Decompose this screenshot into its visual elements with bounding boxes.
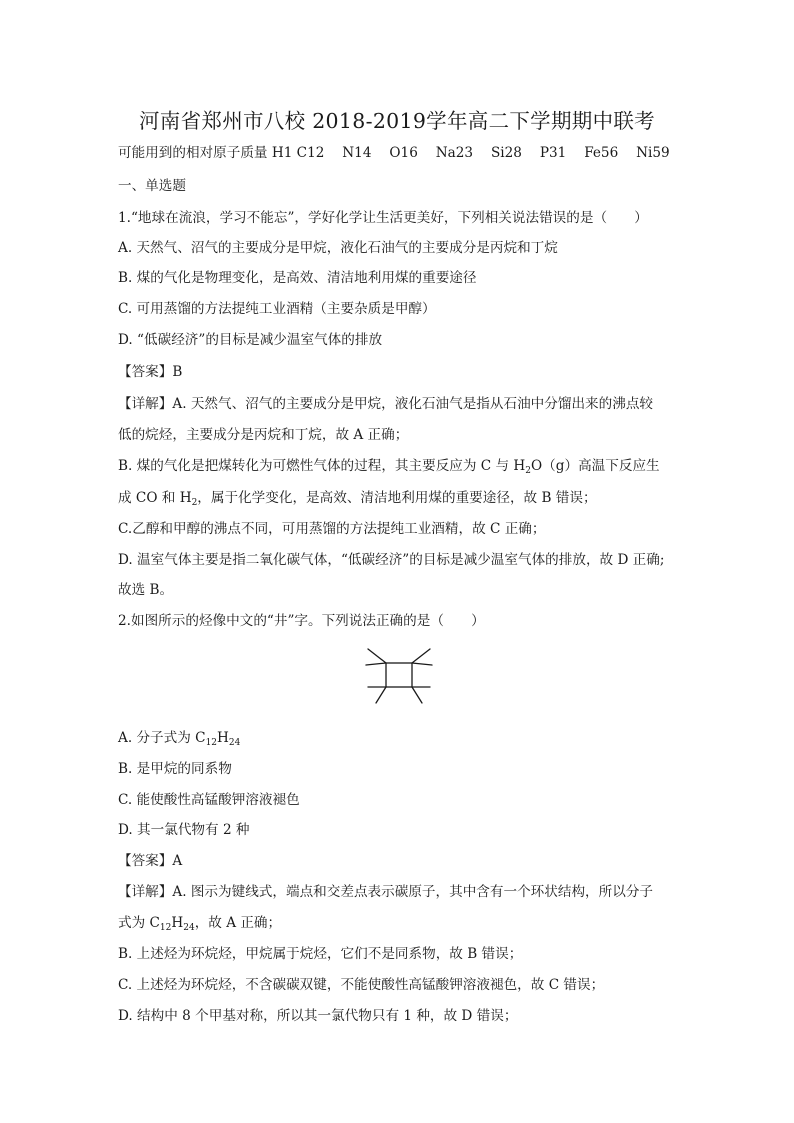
hydrocarbon-structure-figure (360, 643, 440, 705)
q1-detail-line-6: D. 温室气体主要是指二氧化碳气体，“低碳经济”的目标是减少温室气体的排放，故 D 正确; (118, 552, 665, 568)
atomic-masses-line: 可能用到的相对原子质量 H1 C12 N14 O16 Na23 Si28 P31 Fe56 Ni59 (118, 145, 670, 161)
q2-detail-line-5: D. 结构中 8 个甲基对称，所以其一氯代物只有 1 种，故 D 错误； (118, 1008, 518, 1024)
methyl-bond-6 (376, 687, 386, 703)
q2-detail-line-2: 式为 $C_{12}H_{24}$，故 A 正确； (118, 915, 282, 933)
page-title: 河南省郑州市八校 2018-2019学年高二下学期期中联考 (139, 109, 655, 133)
q1-option-c: C. 可用蒸馏的方法提纯工业酒精（主要杂质是甲醇） (118, 301, 436, 317)
q1-detail-line-1: 【详解】A. 天然气、沼气的主要成分是甲烷，液化石油气是指从石油中分馏出来的沸点较 (118, 396, 654, 412)
methyl-bond-4 (412, 663, 432, 665)
q1-option-d: D. “低碳经济”的目标是减少温室气体的排放 (118, 332, 383, 348)
q2-option-a: A. 分子式为 $C_{12}H_{24}$ (118, 730, 241, 748)
q1-answer: 【答案】B (118, 364, 183, 380)
cyclobutane-ring (386, 663, 412, 687)
q2-option-d: D. 其一氯代物有 2 种 (118, 822, 250, 838)
methyl-bond-8 (412, 687, 422, 703)
q1-detail-line-3: B. 煤的气化是把煤转化为可燃性气体的过程，其主要反应为 C 与 $H_2O(g)$高温下反应生 (118, 458, 660, 476)
q2-detail-line-1: 【详解】A. 图示为键线式，端点和交差点表示碳原子，其中含有一个环状结构，所以分子 (118, 884, 654, 900)
q2-option-b: B. 是甲烷的同系物 (118, 761, 232, 777)
methyl-bond-1 (368, 649, 386, 663)
section-heading: 一、单选题 (118, 178, 186, 194)
q2-stem: 2.如图所示的烃像中文的“井”字。下列说法正确的是（ ） (118, 613, 485, 629)
q2-detail-line-3: B. 上述烃为环烷烃，甲烷属于烷烃，它们不是同系物，故 B 错误； (118, 946, 523, 962)
q1-option-b: B. 煤的气化是物理变化，是高效、清洁地利用煤的重要途径 (118, 270, 477, 286)
methyl-bond-3 (412, 649, 430, 663)
methyl-bond-2 (366, 663, 386, 665)
q2-option-c: C. 能使酸性高锰酸钾溶液褪色 (118, 792, 300, 808)
q1-option-a: A. 天然气、沼气的主要成分是甲烷，液化石油气的主要成分是丙烷和丁烷 (118, 240, 558, 256)
q2-answer: 【答案】A (118, 853, 183, 869)
q1-detail-line-2: 低的烷烃，主要成分是丙烷和丁烷，故 A 正确； (118, 427, 409, 443)
q1-detail-line-5: C.乙醇和甲醇的沸点不同，可用蒸馏的方法提纯工业酒精，故 C 正确； (118, 521, 546, 537)
q2-detail-line-4: C. 上述烃为环烷烃，不含碳碳双键，不能使酸性高锰酸钾溶液褪色，故 C 错误； (118, 977, 605, 993)
q1-conclusion: 故选 B。 (118, 582, 174, 598)
q1-stem: 1.“地球在流浪，学习不能忘”，学好化学让生活更美好，下列相关说法错误的是（ ） (118, 210, 648, 226)
q1-detail-line-4: 成 CO 和 $H_2$，属于化学变化，是高效、清洁地利用煤的重要途径，故 B 错误； (118, 490, 597, 508)
